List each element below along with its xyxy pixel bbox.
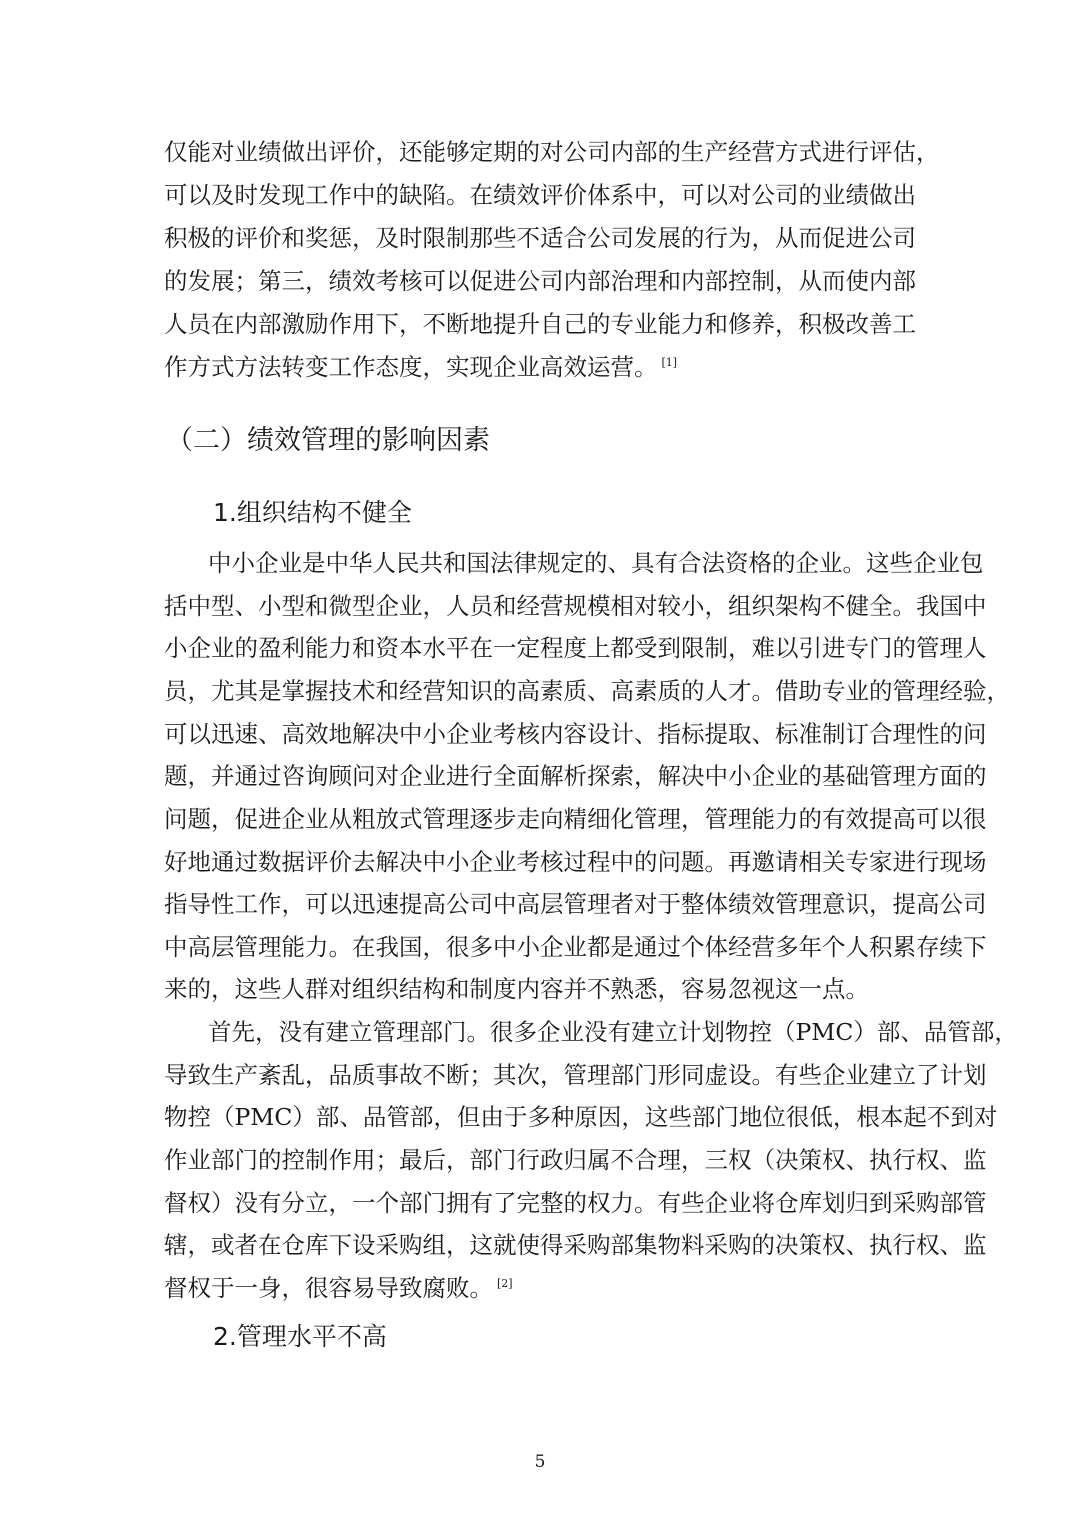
- para-b-line-1: 首先，没有建立管理部门。很多企业没有建立计划物控（PMC）部、品管部，: [208, 1018, 1018, 1046]
- para-a-line-11: 来的，这些人群对组织结构和制度内容并不熟悉，容易忽视这一点。: [164, 975, 869, 1003]
- para1-line-6-text: 作方式方法转变工作态度，实现企业高效运营。: [164, 353, 658, 381]
- para1-line-1: 仅能对业绩做出评价，还能够定期的对公司内部的生产经营方式进行评估，: [164, 138, 940, 166]
- para1-line-4: 的发展；第三，绩效考核可以促进公司内部治理和内部控制，从而使内部: [164, 267, 916, 295]
- para-b-line-7-text: 督权于一身，很容易导致腐败。: [164, 1274, 493, 1302]
- para-b-line-5: 督权）没有分立，一个部门拥有了完整的权力。有些企业将仓库划归到采购部管: [164, 1189, 987, 1217]
- para-a-line-7: 问题，促进企业从粗放式管理逐步走向精细化管理，管理能力的有效提高可以很: [164, 805, 987, 833]
- subsection-1-heading: 1.组织结构不健全: [213, 498, 412, 527]
- para-a-line-3: 小企业的盈利能力和资本水平在一定程度上都受到限制，难以引进专门的管理人: [164, 634, 987, 662]
- section-heading: （二）绩效管理的影响因素: [166, 425, 490, 456]
- para-a-line-9: 指导性工作，可以迅速提高公司中高层管理者对于整体绩效管理意识，提高公司: [164, 890, 987, 918]
- para1-line-6: [164, 352, 916, 382]
- para1-line-3: 积极的评价和奖惩，及时限制那些不适合公司发展的行为，从而促进公司: [164, 224, 916, 252]
- citation-1: [1]: [661, 356, 678, 369]
- para-a-line-8: 好地通过数据评价去解决中小企业考核过程中的问题。再邀请相关专家进行现场: [164, 848, 987, 876]
- page-number: 5: [534, 1452, 546, 1472]
- para1-line-5: 人员在内部激励作用下，不断地提升自己的专业能力和修养，积极改善工: [164, 310, 916, 338]
- para-b-line-6: 辖，或者在仓库下设采购组，这就使得采购部集物料采购的决策权、执行权、监: [164, 1231, 987, 1259]
- para-b-line-3: 物控（PMC）部、品管部，但由于多种原因，这些部门地位很低，根本起不到对: [164, 1103, 998, 1131]
- para-a-line-4: 员，尤其是掌握技术和经营知识的高素质、高素质的人才。借助专业的管理经验，: [164, 677, 1010, 705]
- para-b-line-7: [164, 1273, 916, 1303]
- subsection-2-heading: 2.管理水平不高: [213, 1322, 387, 1351]
- para-a-line-10: 中高层管理能力。在我国，很多中小企业都是通过个体经营多年个人积累存续下: [164, 933, 987, 961]
- para-a-line-5: 可以迅速、高效地解决中小企业考核内容设计、指标提取、标准制订合理性的问: [164, 720, 987, 748]
- para-a-line-2: 括中型、小型和微型企业，人员和经营规模相对较小，组织架构不健全。我国中: [164, 592, 987, 620]
- para1-line-2: 可以及时发现工作中的缺陷。在绩效评价体系中，可以对公司的业绩做出: [164, 181, 916, 209]
- para-a-line-1: 中小企业是中华人民共和国法律规定的、具有合法资格的企业。这些企业包: [208, 549, 984, 577]
- para-b-line-4: 作业部门的控制作用；最后，部门行政归属不合理，三权（决策权、执行权、监: [164, 1146, 987, 1174]
- para-a-line-6: 题，并通过咨询顾问对企业进行全面解析探索，解决中小企业的基础管理方面的: [164, 762, 987, 790]
- para-b-line-2: 导致生产紊乱，品质事故不断；其次，管理部门形同虚设。有些企业建立了计划: [164, 1061, 987, 1089]
- citation-2: [2]: [497, 1277, 513, 1290]
